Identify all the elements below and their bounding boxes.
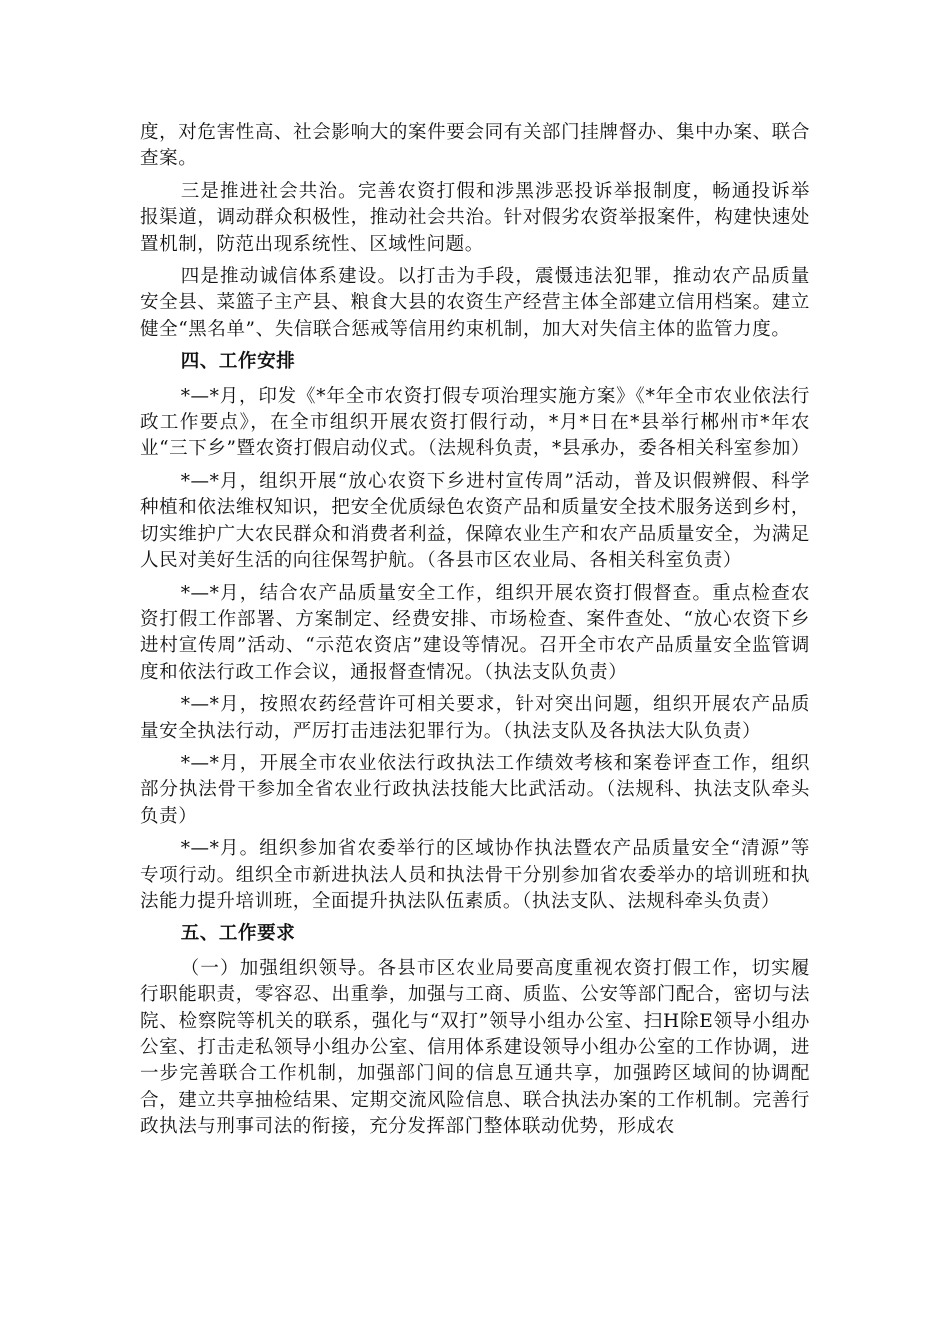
schedule-item: *—*月。组织参加省农委举行的区域协作执法暨农产品质量安全“清源”等专项行动。组织全市新进执法人员和执法骨干分别参加省农委举办的培训班和执法能力提升培训班，全面提升执法队伍素质。（执法支队、法规科牵头负责） [140, 838, 810, 912]
paragraph-continuation: 度，对危害性高、社会影响大的案件要会同有关部门挂牌督办、集中办案、联合查案。 [140, 122, 810, 170]
paragraph-credit-system: 四是推动诚信体系建设。以打击为手段，震慑违法犯罪，推动农产品质量安全县、菜篮子主产县、粮食大县的农资生产经营主体全部建立信用档案。建立健全“黑名单”、失信联合惩戒等信用约束机制，加大对失信主体的监管力度。 [140, 266, 810, 340]
schedule-item: *—*月，组织开展“放心农资下乡进村宣传周”活动，普及识假辨假、科学种植和依法维权知识，把安全优质绿色农资产品和质量安全技术服务送到乡村，切实维护广大农民群众和消费者利益，保障农业生产和农产品质量安全，为满足人民对美好生活的向往保驾护航。（各县市区农业局、各相关科室负责） [140, 470, 810, 572]
schedule-item: *—*月，开展全市农业依法行政执法工作绩效考核和案卷评查工作，组织部分执法骨干参加全省农业行政执法技能大比武活动。（法规科、执法支队牵头负责） [140, 752, 810, 827]
paragraph-social-governance: 三是推进社会共治。完善农资打假和涉黑涉恶投诉举报制度，畅通投诉举报渠道，调动群众积极性，推动社会共治。针对假劣农资举报案件，构建快速处置机制，防范出现系统性、区域性问题。 [140, 180, 810, 255]
schedule-item: *—*月，印发《*年全市农资打假专项治理实施方案》《*年全市农业依法行政工作要点》，在全市组织开展农资打假行动，*月*日在*县举行郴州市*年农业“三下乡”暨农资打假启动仪式。（法规科负责，*县承办，委各相关科室参加） [140, 385, 811, 460]
section-heading-work-requirements: 五、工作要求 [180, 923, 296, 945]
section-heading-work-arrangement: 四、工作安排 [180, 351, 296, 373]
schedule-item: *—*月，按照农药经营许可相关要求，针对突出问题，组织开展农产品质量安全执法行动，严厉打击违法犯罪行为。（执法支队及各执法大队负责） [140, 694, 810, 742]
document-page [140, 120, 810, 1147]
schedule-item: *—*月，结合农产品质量安全工作，组织开展农资打假督查。重点检查农资打假工作部署、方案制定、经费安排、市场检查、案件查处、“放心农资下乡进村宣传周”活动、“示范农资店”建设等情况。召开全市农产品质量安全监管调度和依法行政工作会议，通报督查情况。（执法支队负责） [140, 582, 810, 683]
paragraph-organization-leadership: （一）加强组织领导。各县市区农业局要高度重视农资打假工作，切实履行职能职责，零容忍、出重拳，加强与工商、质监、公安等部门配合，密切与法院、检察院等机关的联系，强化与“双打”领导小组办公室、扫H除E领导小组办公室、打击走私领导小组办公室、信用体系建设领导小组办公室的工作协调，进一步完善联合工作机制，加强部门间的信息互通共享，加强跨区域间的协调配合，建立共享抽检结果、定期交流风险信息、联合执法办案的工作机制。完善行政执法与刑事司法的衔接，充分发挥部门整体联动优势，形成农 [140, 957, 810, 1138]
